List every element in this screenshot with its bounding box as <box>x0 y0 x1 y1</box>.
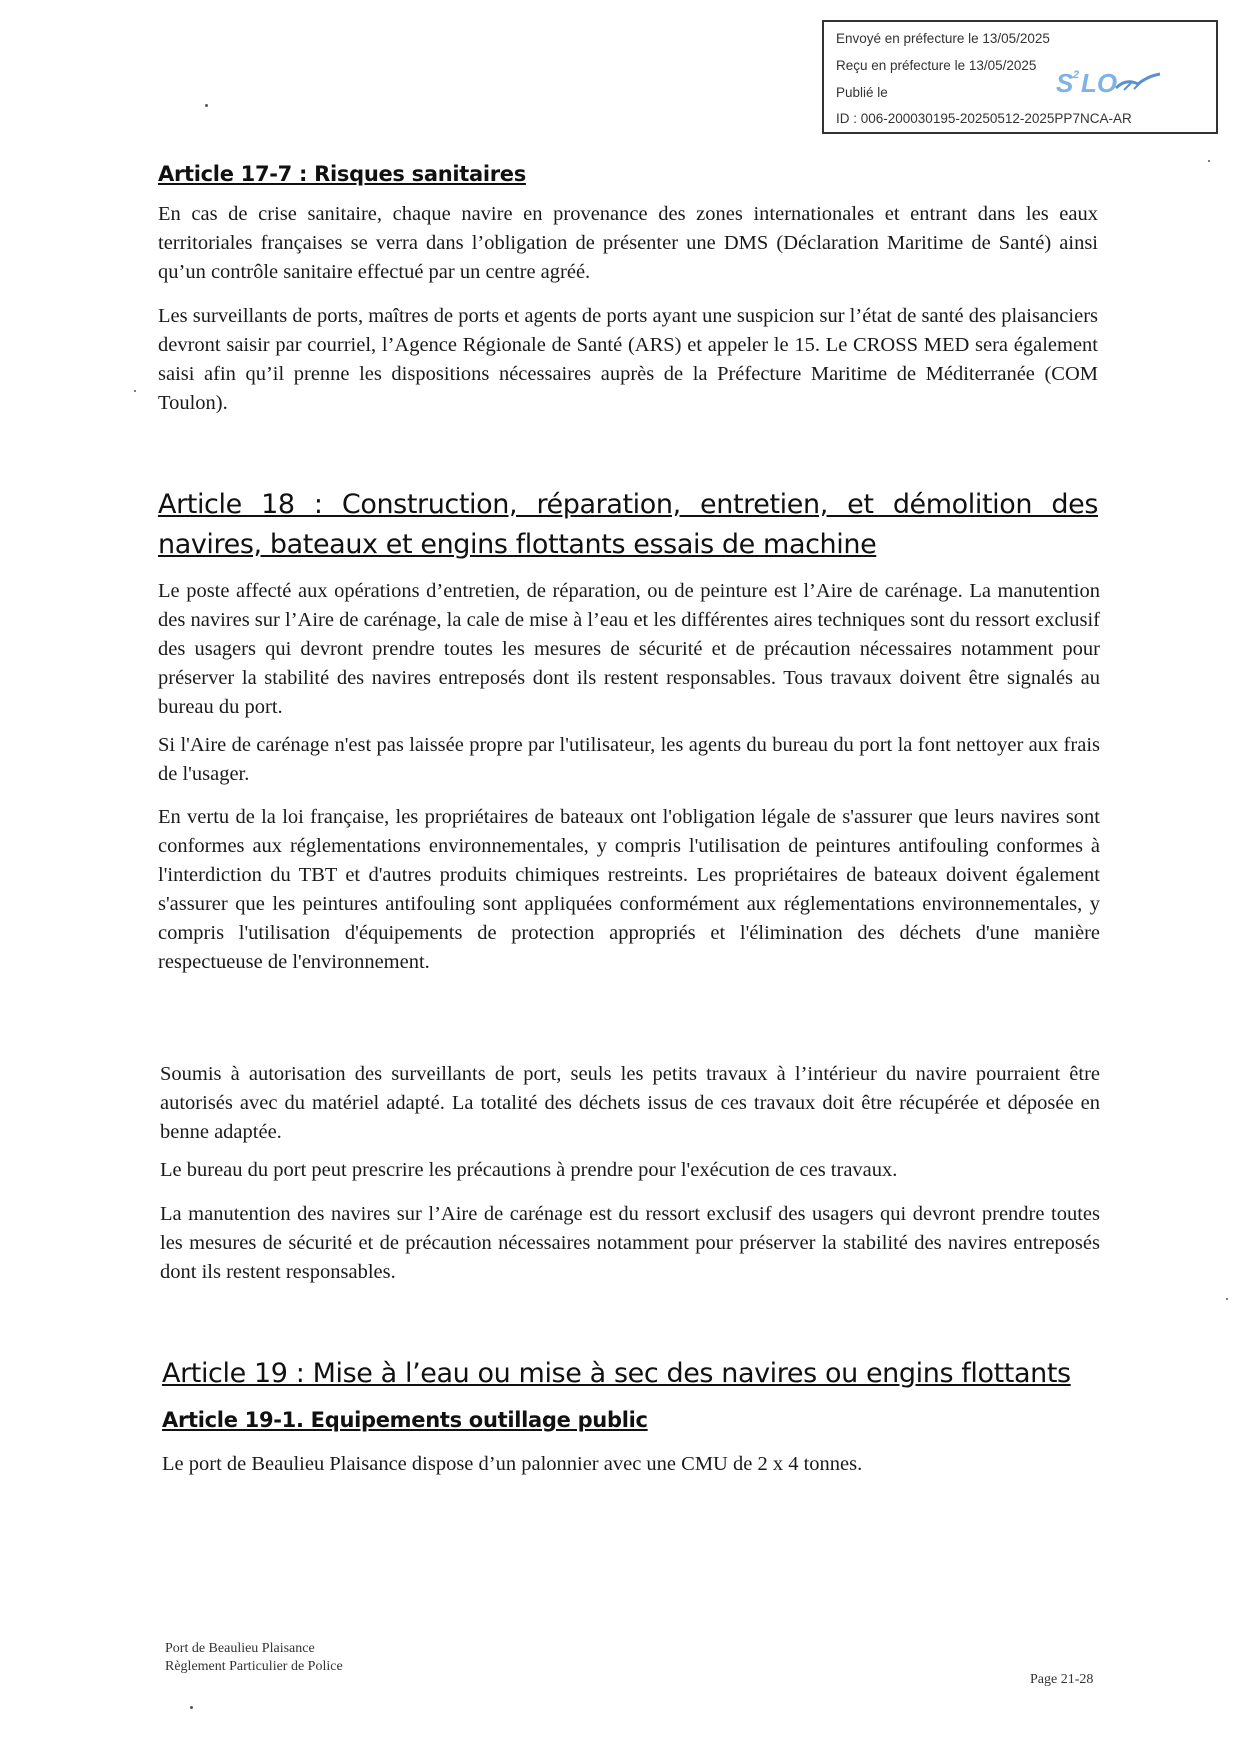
s2lo-logo <box>1054 64 1164 100</box>
stamp-id: ID : 006-200030195-20250512-2025PP7NCA-AR <box>836 111 1132 126</box>
article-17-7-paragraph-2: Les surveillants de ports, maîtres de ports et agents de ports ayant une suspicion sur l’état de santé des plaisanciers devront saisir par courriel, l’Agence Régionale de Santé (ARS) et appeler le 15. Le CROSS MED sera également saisi afin qu’il prenne les dispositions nécessaires auprès de la Préfecture Maritime de Méditerranée (COM Toulon). <box>158 305 1098 414</box>
page-number: Page 21-28 <box>1030 1672 1094 1687</box>
svg-text:LO: LO <box>1081 68 1118 98</box>
article-18-heading: Article 18 : Construction, réparation, entretien, et démolition des navires, bateaux et engins flottants essais de machine <box>158 489 1098 560</box>
scan-speck <box>1208 160 1210 162</box>
svg-text:2: 2 <box>1073 69 1080 81</box>
footer <box>165 1640 343 1676</box>
footer-port-name: Port de Beaulieu Plaisance <box>165 1641 315 1656</box>
stamp-sent-date: Envoyé en préfecture le 13/05/2025 <box>836 31 1050 46</box>
scan-speck <box>1226 1298 1228 1300</box>
article-18-paragraph-4: Soumis à autorisation des surveillants de port, seuls les petits travaux à l’intérieur du navire pourraient être autorisés avec du matériel adapté. La totalité des déchets issus de ces travaux doit être récupérée et déposée en benne adaptée. <box>160 1063 1100 1143</box>
article-18-paragraph-2: Si l'Aire de carénage n'est pas laissée propre par l'utilisateur, les agents du bureau du port la font nettoyer aux frais de l'usager. <box>158 734 1100 785</box>
article-19-1-paragraph-1: Le port de Beaulieu Plaisance dispose d’un palonnier avec une CMU de 2 x 4 tonnes. <box>162 1453 863 1475</box>
prefecture-stamp <box>822 20 1218 134</box>
scan-speck <box>190 1706 193 1709</box>
svg-text:S: S <box>1056 68 1074 98</box>
article-19-1-heading: Article 19-1. Equipements outillage public <box>162 1408 648 1432</box>
footer-document-title: Règlement Particulier de Police <box>165 1659 343 1674</box>
scan-speck <box>134 390 136 392</box>
article-19-heading: Article 19 : Mise à l’eau ou mise à sec des navires ou engins flottants <box>162 1358 1071 1389</box>
stamp-published: Publié le <box>836 85 888 100</box>
article-17-7-heading: Article 17-7 : Risques sanitaires <box>158 162 526 186</box>
stamp-received-date: Reçu en préfecture le 13/05/2025 <box>836 58 1037 73</box>
article-18-paragraph-5: Le bureau du port peut prescrire les précautions à prendre pour l'exécution de ces travaux. <box>160 1159 898 1181</box>
article-18-paragraph-1: Le poste affecté aux opérations d’entretien, de réparation, ou de peinture est l’Aire de carénage. La manutention des navires sur l’Aire de carénage, la cale de mise à l’eau et les différentes aires techniques sont du ressort exclusif des usagers qui devront prendre toutes les mesures de sécurité et de précaution nécessaires notamment pour préserver la stabilité des navires entreposés dont ils restent responsables. Tous travaux doivent être signalés au bureau du port. <box>158 580 1100 718</box>
article-18-paragraph-3: En vertu de la loi française, les propriétaires de bateaux ont l'obligation légale de s'assurer que leurs navires sont conformes aux réglementations environnementales, y compris l'utilisation de peintures antifouling conformes à l'interdiction du TBT et d'autres produits chimiques restreints. Les propriétaires de bateaux doivent également s'assurer que les peintures antifouling sont appliquées conformément aux réglementations environnementales, y compris l'utilisation d'équipements de protection appropriés et l'élimination des déchets d'une manière respectueuse de l'environnement. <box>158 806 1100 973</box>
article-18-paragraph-6: La manutention des navires sur l’Aire de carénage est du ressort exclusif des usagers qui devront prendre toutes les mesures de sécurité et de précaution nécessaires notamment pour préserver la stabilité des navires entreposés dont ils restent responsables. <box>160 1203 1100 1283</box>
scan-speck <box>205 104 208 107</box>
article-17-7-paragraph-1: En cas de crise sanitaire, chaque navire en provenance des zones internationales et entrant dans les eaux territoriales françaises se verra dans l’obligation de présenter une DMS (Déclaration Maritime de Santé) ainsi qu’un contrôle sanitaire effectué par un centre agréé. <box>158 203 1098 283</box>
